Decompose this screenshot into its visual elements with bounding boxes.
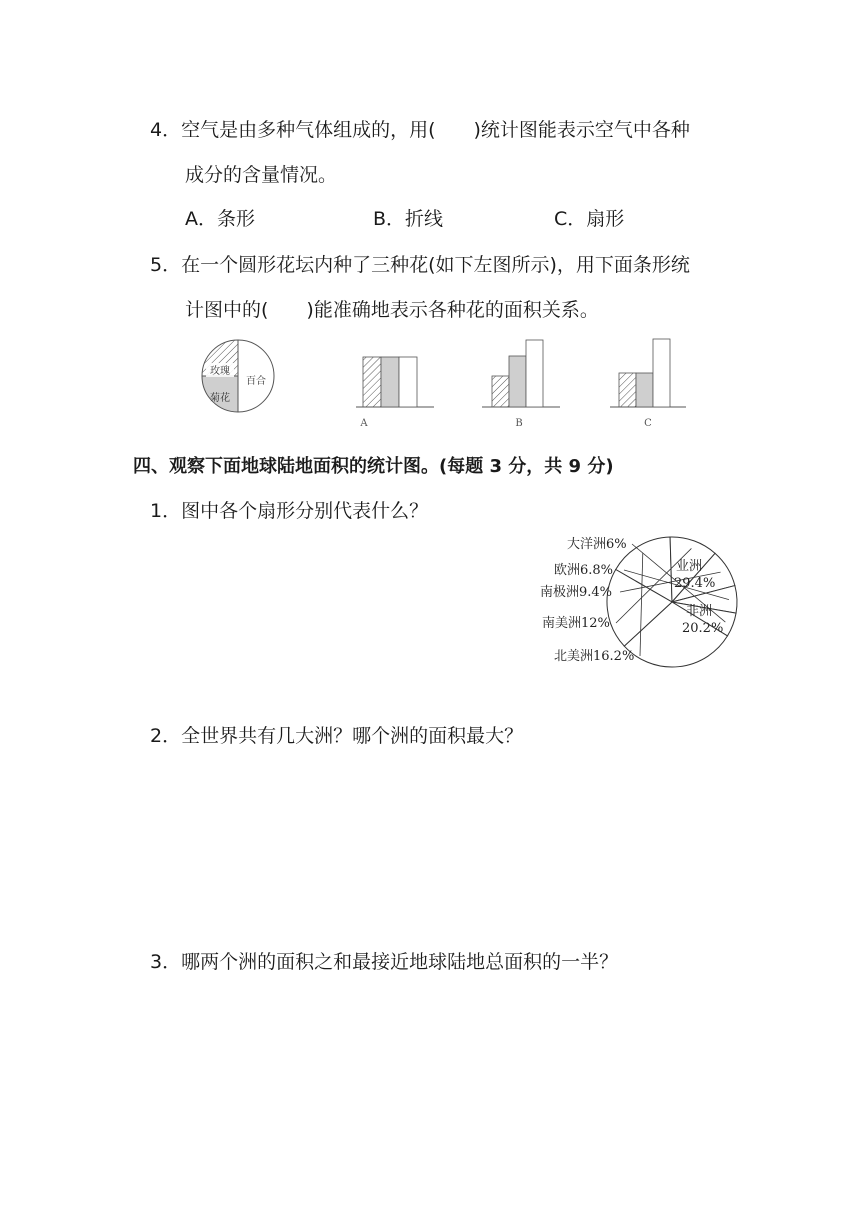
label-south-america: 南美洲12% xyxy=(542,616,610,631)
label-africa: 非洲 xyxy=(686,604,713,619)
chart-b-label: B xyxy=(515,418,523,429)
s4-q1: 1．图中各个扇形分别代表什么？ xyxy=(150,500,429,522)
label-oceania: 大洋洲6% xyxy=(567,537,627,552)
q5-line1: 5．在一个圆形花坛内种了三种花(如下左图所示)，用下面条形统 xyxy=(150,254,690,276)
s4-q2: 2．全世界共有几大洲？哪个洲的面积最大？ xyxy=(150,725,524,747)
section-heading: 四、观察下面地球陆地面积的统计图。(每题 3 分，共 9 分) xyxy=(133,456,614,477)
bar-chart-b xyxy=(482,340,560,429)
label-antarctica: 南极洲9.4% xyxy=(540,585,613,600)
s4-q3: 3．哪两个洲的面积之和最接近地球陆地总面积的一半？ xyxy=(150,951,619,973)
label-europe: 欧洲6.8% xyxy=(554,563,614,578)
lily-label: 百合 xyxy=(246,376,266,387)
flower-bed-pie xyxy=(202,340,274,412)
bar-chart-c xyxy=(610,339,686,429)
pie-sectors xyxy=(607,537,737,667)
bar-chart-a xyxy=(356,357,434,429)
rose-label: 玫瑰 xyxy=(210,366,230,377)
chart-c-label: C xyxy=(644,418,652,429)
q4-option-b: B．折线 xyxy=(373,208,444,230)
q5-figure xyxy=(190,335,710,435)
label-asia: 业洲 xyxy=(676,559,703,574)
land-area-pie-chart xyxy=(536,530,756,670)
label-north-america: 北美洲16.2% xyxy=(554,649,635,664)
chrysanthemum-label: 菊花 xyxy=(210,393,230,404)
chart-a-label: A xyxy=(360,418,368,429)
q4-line2: 成分的含量情况。 xyxy=(185,164,338,186)
value-asia: 29.4% xyxy=(674,576,716,591)
q4-line1: 4．空气是由多种气体组成的，用( )统计图能表示空气中各种 xyxy=(150,119,690,141)
q4-option-c: C．扇形 xyxy=(554,208,625,230)
q5-line2: 计图中的( )能准确地表示各种花的面积关系。 xyxy=(185,299,599,321)
value-africa: 20.2% xyxy=(682,621,724,636)
q4-option-a: A．条形 xyxy=(185,208,255,230)
